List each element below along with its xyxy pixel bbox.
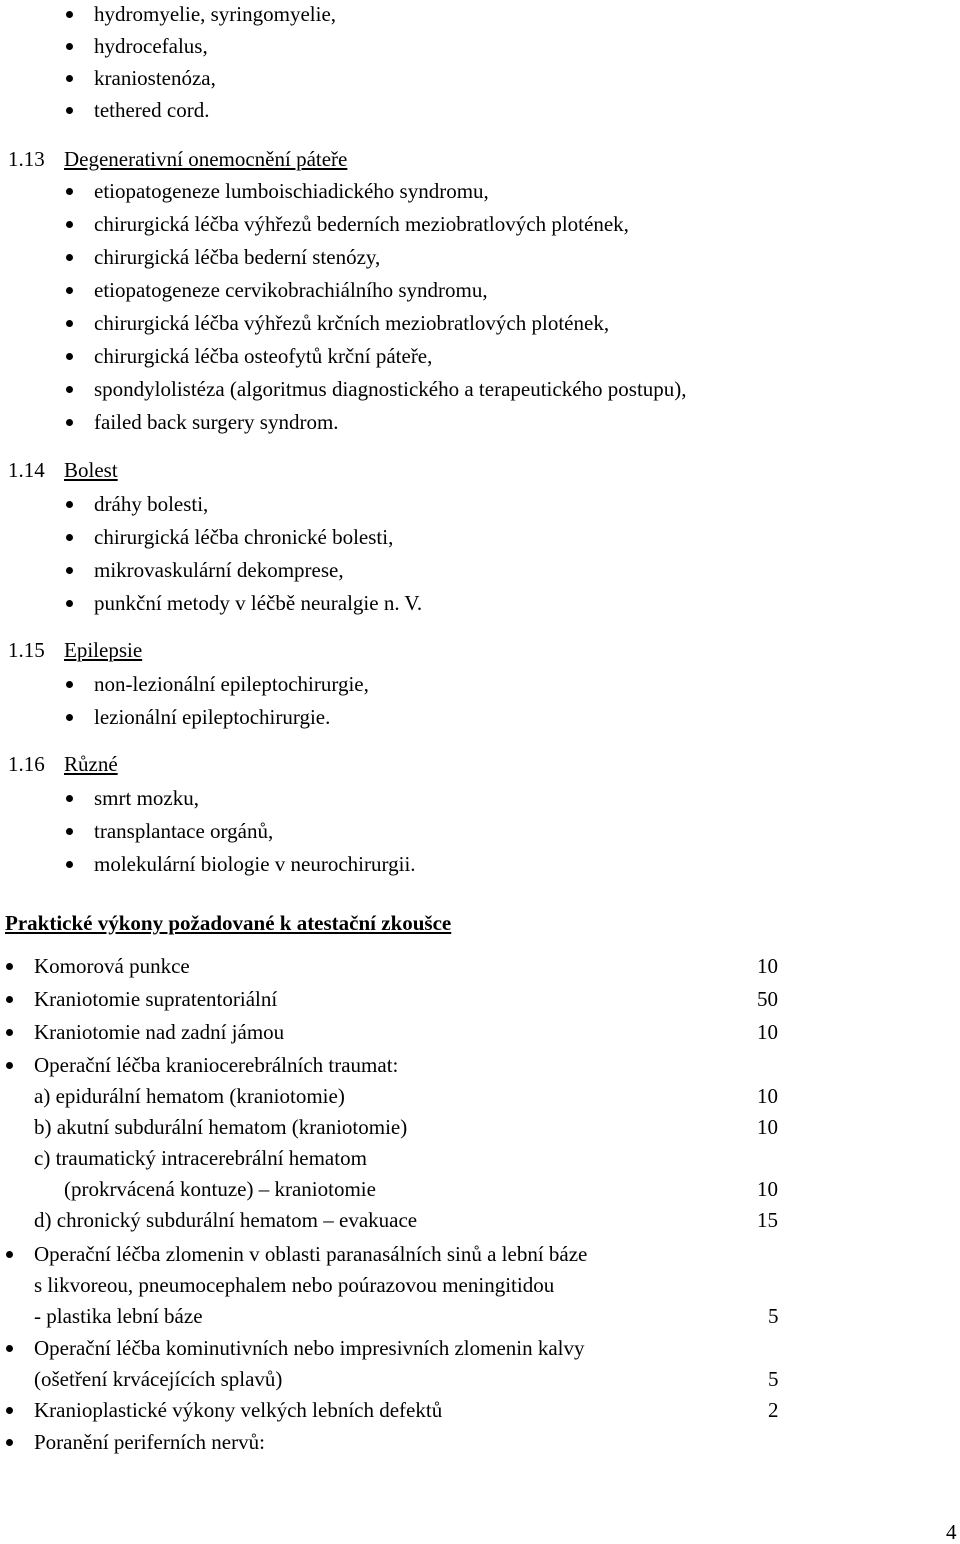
- list-item: dráhy bolesti,: [94, 492, 209, 516]
- procedure-count: 10: [757, 1020, 778, 1044]
- procedure-count: 50: [757, 987, 778, 1011]
- procedure-label: (prokrvácená kontuze) – kraniotomie: [64, 1177, 376, 1201]
- section-number: 1.15: [8, 638, 45, 662]
- procedure-label: b) akutní subdurální hematom (kraniotomie): [34, 1115, 408, 1139]
- procedure-count: 10: [757, 1177, 778, 1201]
- list-item: smrt mozku,: [94, 786, 199, 810]
- bullet-icon: [66, 501, 73, 508]
- procedure-label: Komorová punkce: [34, 954, 190, 978]
- bullet-icon: [66, 353, 73, 360]
- list-item: kraniostenóza,: [94, 66, 216, 90]
- procedure-label: Kraniotomie nad zadní jámou: [34, 1020, 285, 1044]
- bullet-icon: [6, 1345, 13, 1352]
- section-number: 1.14: [8, 458, 45, 482]
- list-item: spondylolistéza (algoritmus diagnostického a terapeutického postupu),: [94, 377, 687, 401]
- bullet-icon: [66, 43, 73, 50]
- procedure-label: c) traumatický intracerebrální hematom: [34, 1146, 367, 1170]
- procedure-label: s likvoreou, pneumocephalem nebo poúrazovou meningitidou: [34, 1273, 555, 1297]
- procedure-count: 10: [757, 1115, 778, 1139]
- list-item: lezionální epileptochirurgie.: [94, 705, 331, 729]
- bullet-icon: [66, 221, 73, 228]
- practical-heading: Praktické výkony požadované k atestační zkoušce: [5, 911, 452, 935]
- list-item: etiopatogeneze lumboischiadického syndromu,: [94, 179, 489, 203]
- procedure-count: 5: [768, 1367, 779, 1391]
- list-item: hydromyelie, syringomyelie,: [94, 2, 337, 26]
- procedure-label: Operační léčba kraniocerebrálních traumat:: [34, 1053, 399, 1077]
- bullet-icon: [66, 828, 73, 835]
- procedure-count: 10: [757, 1084, 778, 1108]
- bullet-icon: [6, 996, 13, 1003]
- list-item: chirurgická léčba chronické bolesti,: [94, 525, 394, 549]
- procedure-label: a) epidurální hematom (kraniotomie): [34, 1084, 345, 1108]
- section-title: Degenerativní onemocnění páteře: [64, 147, 348, 171]
- bullet-icon: [66, 320, 73, 327]
- bullet-icon: [66, 534, 73, 541]
- bullet-icon: [6, 1029, 13, 1036]
- bullet-icon: [6, 1251, 13, 1258]
- procedure-count: 2: [768, 1398, 779, 1422]
- procedure-label: - plastika lební báze: [34, 1304, 203, 1328]
- section-number: 1.16: [8, 752, 45, 776]
- list-item: chirurgická léčba výhřezů krčních meziobratlových plotének,: [94, 311, 610, 335]
- bullet-icon: [66, 714, 73, 721]
- list-item: punkční metody v léčbě neuralgie n. V.: [94, 591, 423, 615]
- list-item: etiopatogeneze cervikobrachiálního syndromu,: [94, 278, 488, 302]
- bullet-icon: [66, 681, 73, 688]
- bullet-icon: [6, 963, 13, 970]
- list-item: tethered cord.: [94, 98, 210, 122]
- list-item: hydrocefalus,: [94, 34, 208, 58]
- section-title: Různé: [64, 752, 118, 776]
- bullet-icon: [6, 1407, 13, 1414]
- bullet-icon: [66, 11, 73, 18]
- procedure-label: Kraniotomie supratentoriální: [34, 987, 278, 1011]
- list-item: chirurgická léčba osteofytů krční páteře,: [94, 344, 433, 368]
- list-item: failed back surgery syndrom.: [94, 410, 339, 434]
- section-title: Bolest: [64, 458, 118, 482]
- section-title: Epilepsie: [64, 638, 143, 662]
- list-item: mikrovaskulární dekomprese,: [94, 558, 344, 582]
- bullet-icon: [66, 254, 73, 261]
- list-item: non-lezionální epileptochirurgie,: [94, 672, 369, 696]
- bullet-icon: [66, 75, 73, 82]
- bullet-icon: [66, 287, 73, 294]
- list-item: chirurgická léčba výhřezů bederních meziobratlových plotének,: [94, 212, 629, 236]
- procedure-label: Operační léčba zlomenin v oblasti paranasálních sinů a lební báze: [34, 1242, 588, 1266]
- procedure-label: (ošetření krvácejících splavů): [34, 1367, 283, 1391]
- procedure-label: d) chronický subdurální hematom – evakuace: [34, 1208, 418, 1232]
- procedure-label: Poranění periferních nervů:: [34, 1430, 265, 1454]
- bullet-icon: [66, 419, 73, 426]
- bullet-icon: [66, 600, 73, 607]
- procedure-count: 5: [768, 1304, 779, 1328]
- list-item: molekulární biologie v neurochirurgii.: [94, 852, 416, 876]
- bullet-icon: [66, 188, 73, 195]
- bullet-icon: [6, 1062, 13, 1069]
- bullet-icon: [66, 386, 73, 393]
- procedure-count: 15: [757, 1208, 778, 1232]
- bullet-icon: [66, 107, 73, 114]
- procedure-label: Operační léčba kominutivních nebo impresivních zlomenin kalvy: [34, 1336, 585, 1360]
- list-item: transplantace orgánů,: [94, 819, 274, 843]
- procedure-label: Kranioplastické výkony velkých lebních defektů: [34, 1398, 443, 1422]
- bullet-icon: [66, 861, 73, 868]
- section-number: 1.13: [8, 147, 45, 171]
- procedure-count: 10: [757, 954, 778, 978]
- bullet-icon: [66, 567, 73, 574]
- bullet-icon: [6, 1439, 13, 1446]
- bullet-icon: [66, 795, 73, 802]
- list-item: chirurgická léčba bederní stenózy,: [94, 245, 381, 269]
- page-number: 4: [946, 1520, 957, 1544]
